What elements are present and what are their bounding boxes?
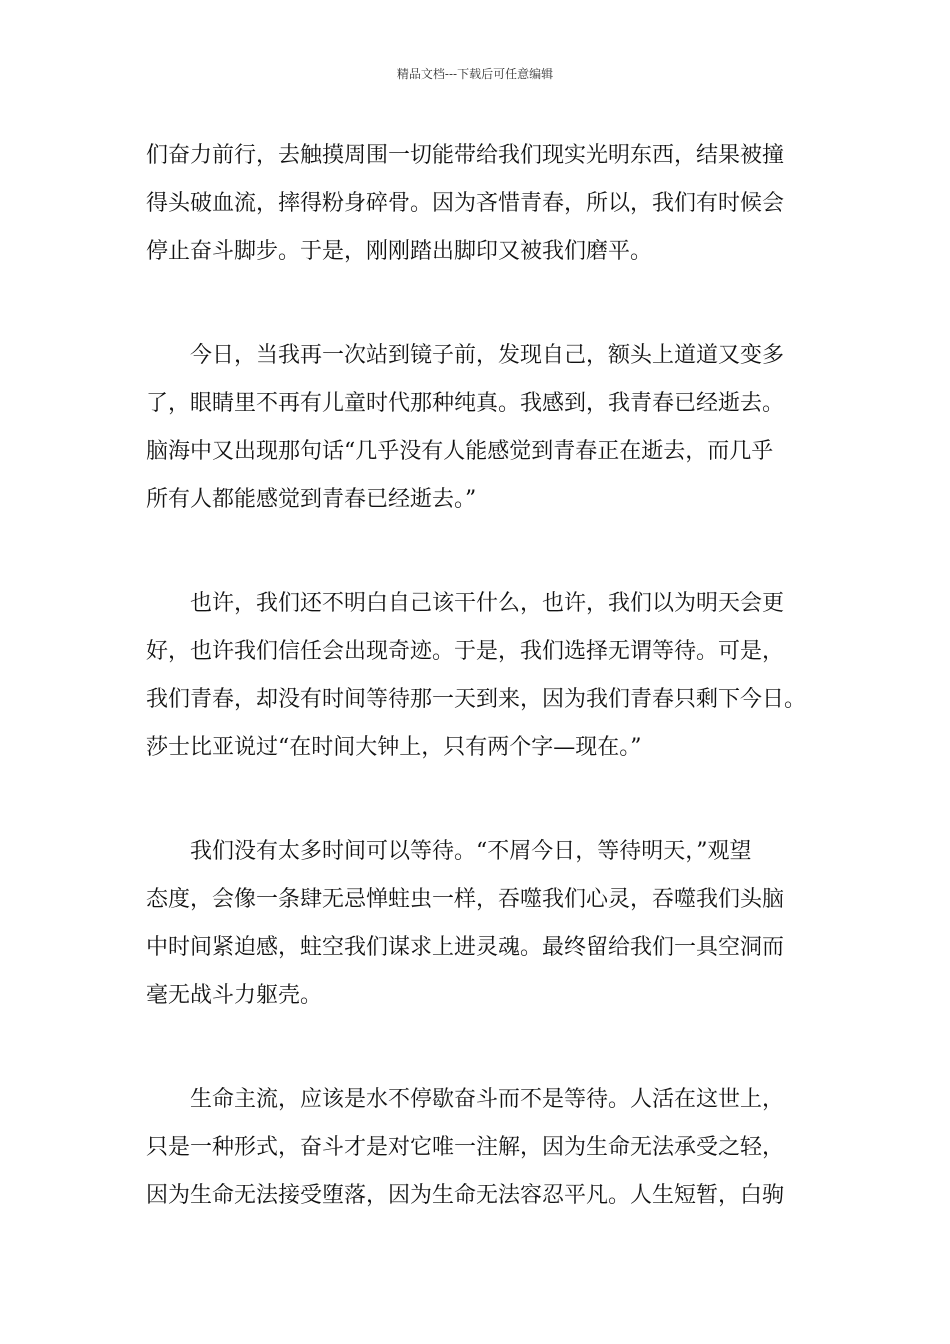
text-line: 所有人都能感觉到青春已经逝去。” — [146, 487, 477, 512]
text-line: 脑海中又出现那句话“几乎没有人能感觉到青春正在逝去，而几乎 — [146, 439, 774, 464]
document-body — [146, 132, 826, 1220]
text-line: 我们青春，却没有时间等待那一天到来，因为我们青春只剩下今日。 — [146, 687, 807, 712]
text-line: 只是一种形式，奋斗才是对它唯一注解，因为生命无法承受之轻， — [146, 1135, 785, 1160]
paragraph-gap — [146, 524, 826, 580]
paragraph-gap — [146, 772, 826, 828]
text-line: 毫无战斗力躯壳。 — [146, 983, 323, 1008]
text-line: 得头破血流，摔得粉身碎骨。因为吝惜青春，所以，我们有时候会 — [146, 191, 785, 216]
paragraph-1 — [146, 132, 826, 276]
paragraph-5 — [146, 1076, 826, 1220]
text-line: 也许，我们还不明白自己该干什么，也许，我们以为明天会更 — [146, 591, 785, 616]
paragraph-gap — [146, 1020, 826, 1076]
text-line: 停止奋斗脚步。于是，刚刚踏出脚印又被我们磨平。 — [146, 239, 653, 264]
paragraph-3 — [146, 580, 826, 772]
text-line: 态度，会像一条肆无忌惮蛀虫一样，吞噬我们心灵，吞噬我们头脑 — [146, 887, 785, 912]
text-line: 因为生命无法接受堕落，因为生命无法容忍平凡。人生短暂，白驹 — [146, 1183, 785, 1208]
page-header: 精品文档---下载后可任意编辑 — [396, 67, 554, 81]
paragraph-gap — [146, 276, 826, 332]
text-line: 我们没有太多时间可以等待。“不屑今日，等待明天，”观望 — [146, 839, 752, 864]
text-line: 们奋力前行，去触摸周围一切能带给我们现实光明东西，结果被撞 — [146, 143, 785, 168]
text-line: 今日，当我再一次站到镜子前，发现自己，额头上道道又变多 — [146, 343, 785, 368]
text-line: 生命主流，应该是水不停歇奋斗而不是等待。人活在这世上， — [146, 1087, 785, 1112]
text-line: 中时间紧迫感，蛀空我们谋求上进灵魂。最终留给我们一具空洞而 — [146, 935, 785, 960]
text-line: 好，也许我们信任会出现奇迹。于是，我们选择无谓等待。可是， — [146, 639, 785, 664]
paragraph-2 — [146, 332, 826, 524]
text-line: 莎士比亚说过“在时间大钟上，只有两个字—现在。” — [146, 735, 642, 760]
paragraph-4 — [146, 828, 826, 1020]
text-line: 了，眼睛里不再有儿童时代那种纯真。我感到，我青春已经逝去。 — [146, 391, 785, 416]
